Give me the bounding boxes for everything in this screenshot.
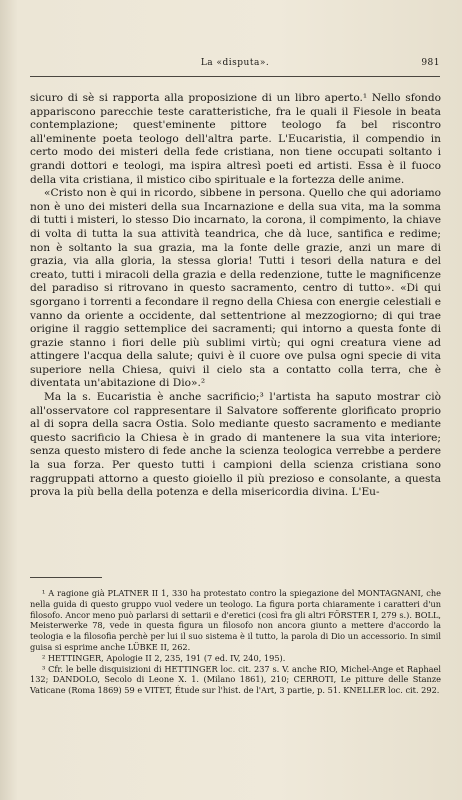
footnotes [30,588,441,696]
paragraph-2: «Cristo non è qui in ricordo, sibbene in persona. Quello che qui adoriamo non è uno dei misteri della sua Incarnazione e della sua vita, ma la somma di tutti i misteri, lo stesso Dio incarnato, la corona, il compimento, la chiave di volta di tutta la sua attività teandrica, che dà luce, santifica e redime; non è soltanto la sua grazia, ma la fonte delle grazie, anzi un mare di grazia, via alla gloria, la stessa gloria! Tutti i tesori della natura e del creato, tutti i miracoli della grazia e della redenzione, tutte le magnificenze del paradiso si ritrovano in questo sacramento, centro di tutto». «Di qui sgorgano i torrenti a fecondare il regno della Chiesa con energie celestiali e vanno da oriente a occidente, dal settentrione al mezzogiorno; di qui trae origine il raggio settemplice dei sacramenti; qui intorno a questa fonte di grazie stanno i fiori delle più sublimi virtù; qui ogni creatura viene ad attingere l'acqua della salute; quivi è il cuore ove pulsa ogni specie di vita superiore nella Chiesa, quivi il cielo sta a contatto colla terra, che è diventata un'abitazione di Dio».² [30,187,441,390]
footnote-1: ¹ A ragione già PLATNER II 1, 330 ha protestato contro la spiegazione del MONTAGNANI, che nella guida di questo gruppo vuol vedere un teologo. La figura porta chiaramente i caratteri d'un filosofo. Ancor meno può parlarsi di settarii e d'eretici (così fra gli altri FÖRSTER I, 279 s.). BOLL, Meisterwerke 78, vede in questa figura un filosofo non ancora giunto a mettere d'accordo la teologia e la filosofia perchè per lui il suo sistema è il tutto, la parola di Dio un accessorio. In simil guisa si esprime anche LÜBKE II, 262. [30,588,441,652]
main-text [30,92,441,500]
footnote-3: ³ Cfr. le belle disquisizioni di HETTINGER loc. cit. 237 s. V. anche RIO, Michel-Ange et Raphael 132; DANDOLO, Secolo di Leone X. 1. (Milano 1861), 210; CERROTI, Le pitture delle Stanze Vaticane (Roma 1869) 59 e VITET, Étude sur l'hist. de l'Art, 3 partie, p. 51. KNELLER loc. cit. 292. [30,663,441,696]
paragraph-3: Ma la s. Eucaristia è anche sacrificio;³ l'artista ha saputo mostrar ciò all'osservatore col rappresentare il Salvatore sofferente glorificato proprio al di sopra della sacra Ostia. Solo mediante questo sacramento e mediante questo sacrificio la Chiesa è in grado di mantenere la sua vita interiore; senza questo mistero di fede anche la scienza teologica verrebbe a perdere la sua forza. Per questo tutti i campioni della scienza cristiana sono raggruppati attorno a questo gioiello il più prezioso e consolante, a questa prova la più bella della potenza e della misericordia divina. L'Eu- [30,391,441,499]
running-header [0,58,462,72]
paragraph-1: sicuro di sè si rapporta alla proposizione di un libro aperto.¹ Nello sfondo appariscono parecchie teste caratteristiche, fra le quali il Fiesole in beata contemplazione; quest'eminente pittore teologo fa bel riscontro all'eminente poeta teologo dell'altra parte. L'Eucaristia, il compendio in certo modo dei misteri della fede cristiana, non tiene occupati soltanto i grandi dottori e teologi, ma ispira altresì poeti ed artisti. Essa è il fuoco della vita cristiana, il mistico cibo spirituale e la fortezza delle anime. [30,92,441,186]
footnote-2: ² HETTINGER, Apologie II 2, 235, 191 (7 ed. IV, 240, 195). [42,652,286,663]
header-rule [30,76,440,77]
page-number: 981 [421,58,440,68]
footnote-rule [30,577,102,578]
running-title: La «disputa». [200,58,270,68]
